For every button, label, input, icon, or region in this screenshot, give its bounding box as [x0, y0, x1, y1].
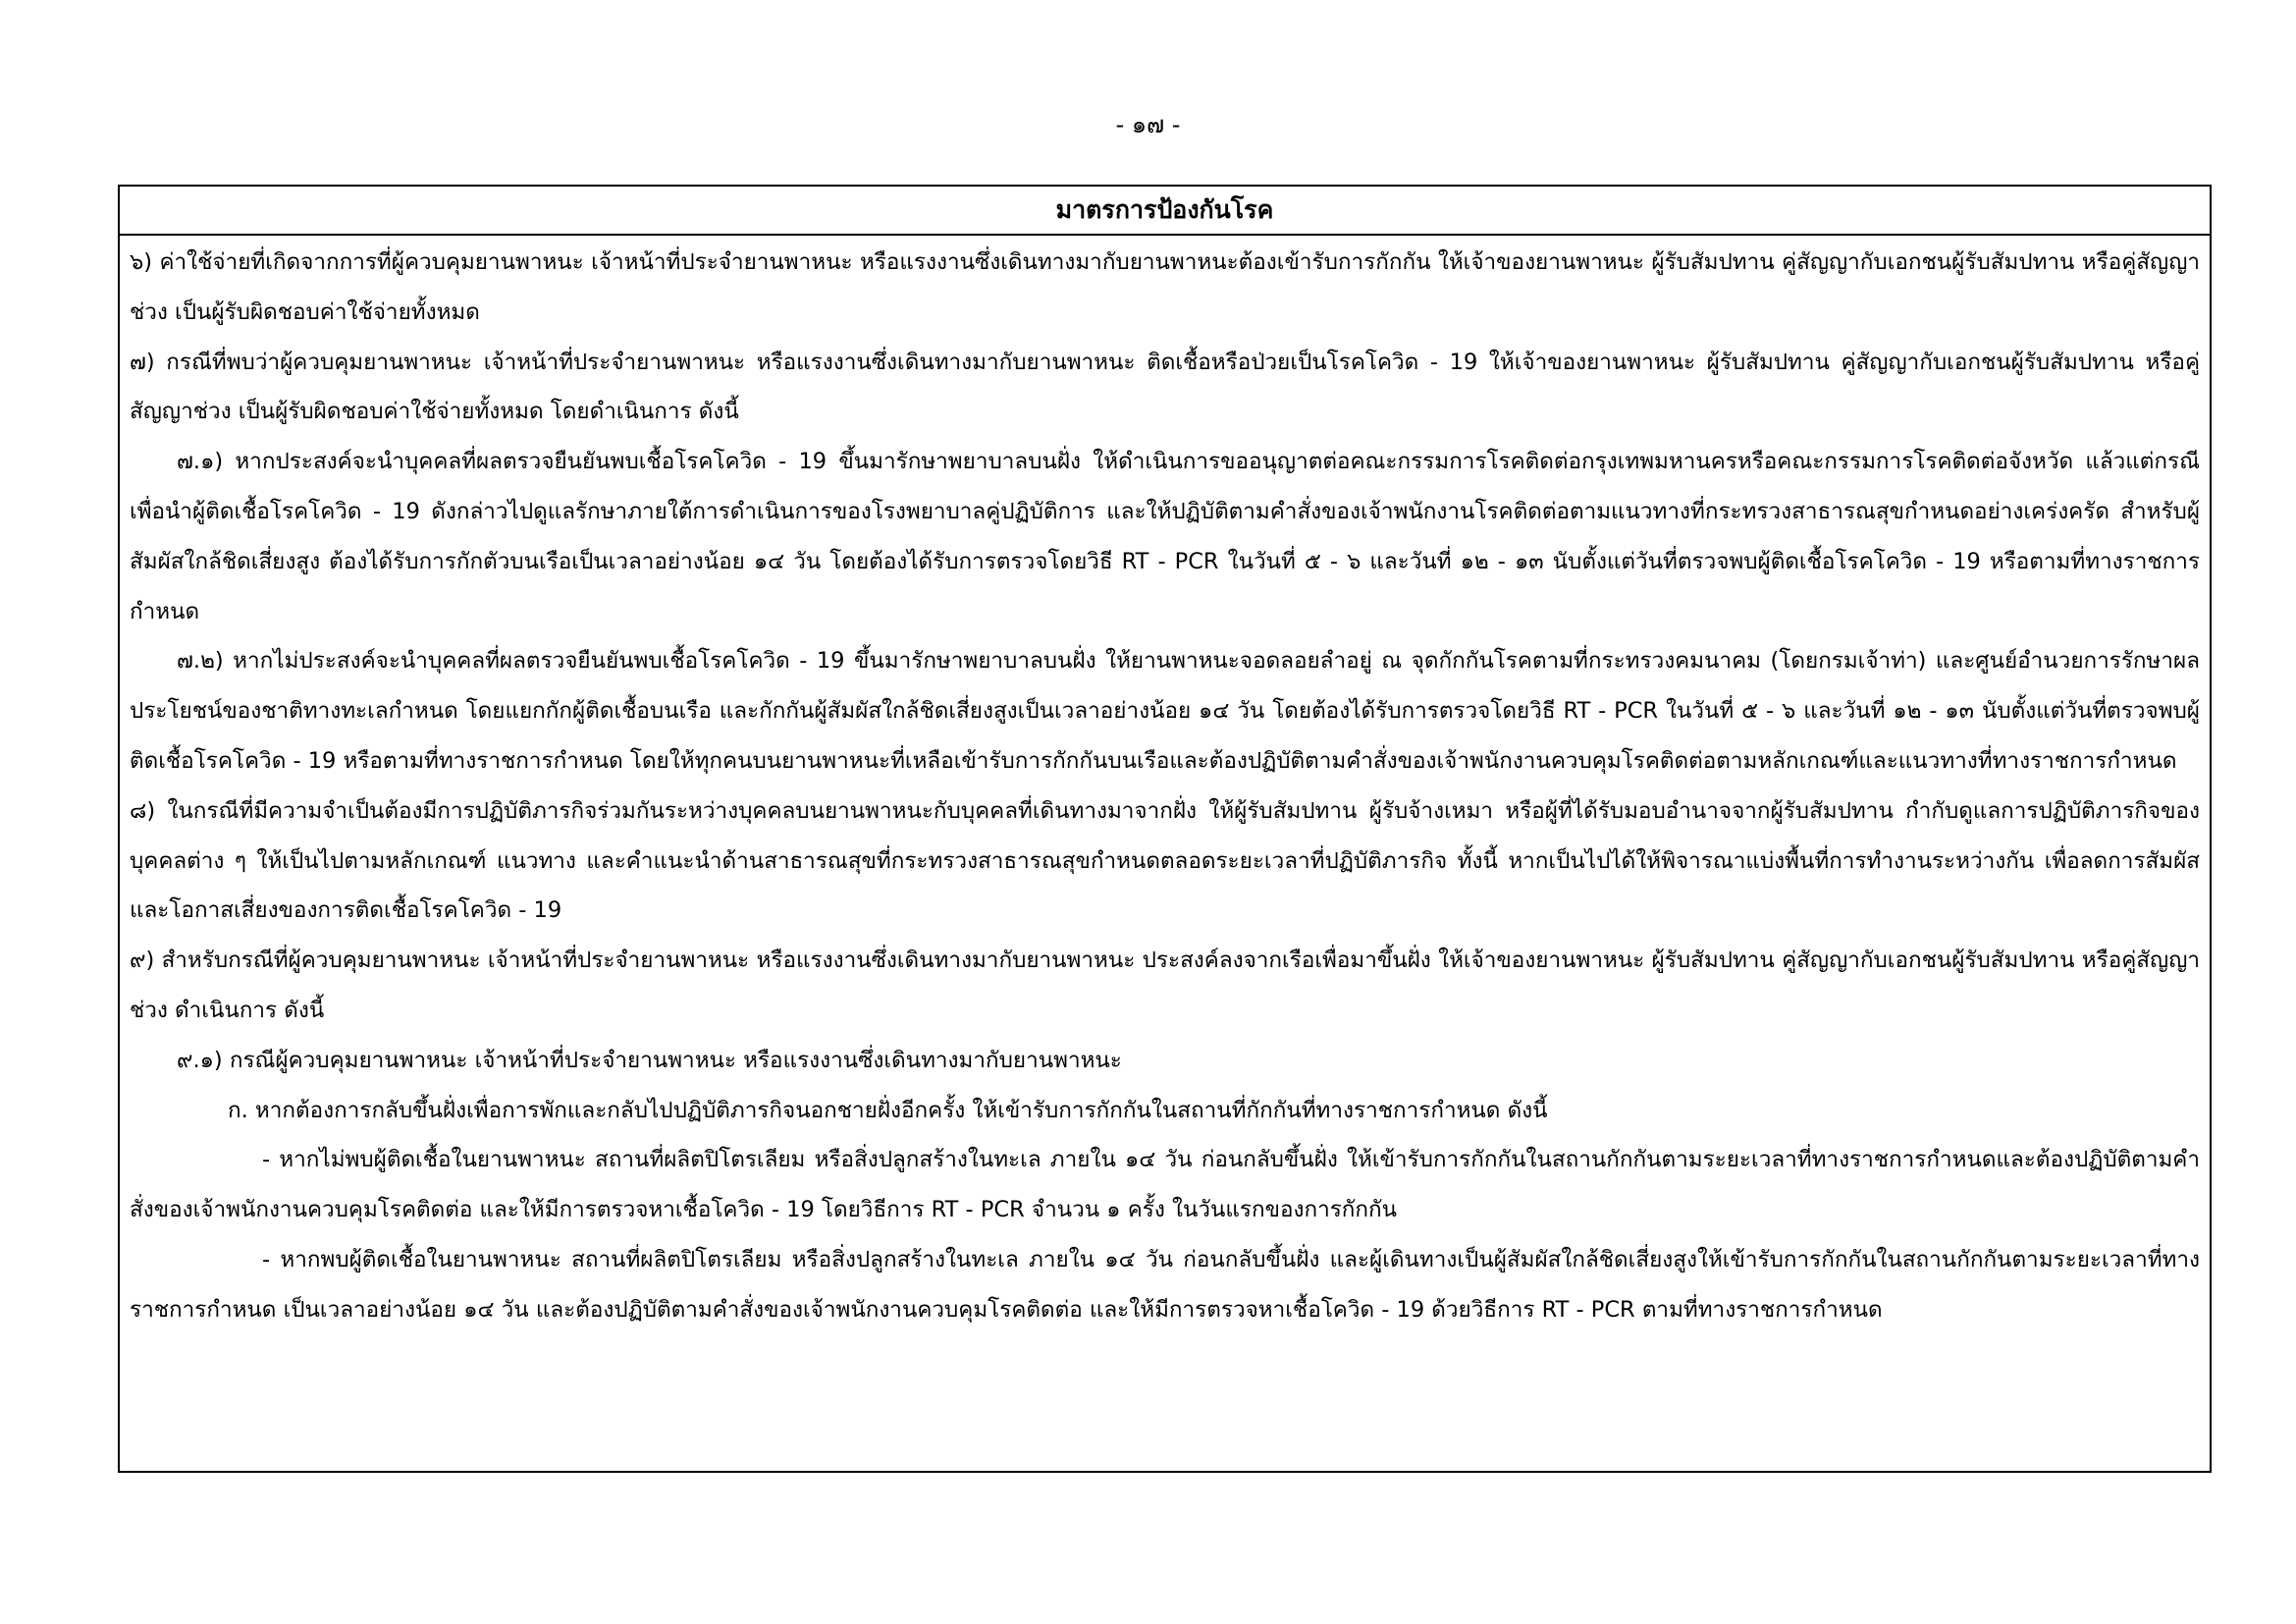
paragraph-7-2: ๗.๒) หากไม่ประสงค์จะนำบุคคลที่ผลตรวจยืนยันพบเชื้อโรคโควิด - 19 ขึ้นมารักษาพยาบาลบนฝั่ง ให้ยานพาหนะจอดลอยลำอยู่ ณ จุดกักกันโรคตามที่กระทรวงคมนาคม (โดยกรมเจ้าท่า) และศูนย์อำนวยการรักษาผลประโยชน์ของชาติทางทะเลกำหนด โดยแยกกักผู้ติดเชื้อบนเรือ และกักกันผู้สัมผัสใกล้ชิดเสี่ยงสูงเป็นเวลาอย่างน้อย ๑๔ วัน โดยต้องได้รับการตรวจโดยวิธี RT - PCR ในวันที่ ๕ - ๖ และวันที่ ๑๒ - ๑๓ นับตั้งแต่วันที่ตรวจพบผู้ติดเชื้อโรคโควิด - 19 หรือตามที่ทางราชการกำหนด โดยให้ทุกคนบนยานพาหนะที่เหลือเข้ารับการกักกันบนเรือและต้องปฏิบัติตามคำสั่งของเจ้าพนักงานควบคุมโรคติดต่อตามหลักเกณฑ์และแนวทางที่ทางราชการกำหนด — [130, 648, 2200, 774]
paragraph-9-1: ๙.๑) กรณีผู้ควบคุมยานพาหนะ เจ้าหน้าที่ประจำยานพาหนะ หรือแรงงานซึ่งเดินทางมากับยานพาหนะ — [177, 1047, 1122, 1073]
paragraph-9: ๙) สำหรับกรณีที่ผู้ควบคุมยานพาหนะ เจ้าหน้าที่ประจำยานพาหนะ หรือแรงงานซึ่งเดินทางมากับยานพาหนะ ประสงค์ลงจากเรือเพื่อมาขึ้นฝั่ง ให้เจ้าของยานพาหนะ ผู้รับสัมปทาน คู่สัญญากับเอกชนผู้รับสัมปทาน หรือคู่สัญญาช่วง ดำเนินการ ดังนี้ — [130, 947, 2200, 1023]
table-header: มาตรการป้องกันโรค — [120, 187, 2210, 236]
paragraph-7: ๗) กรณีที่พบว่าผู้ควบคุมยานพาหนะ เจ้าหน้าที่ประจำยานพาหนะ หรือแรงงานซึ่งเดินทางมากับยานพาหนะ ติดเชื้อหรือป่วยเป็นโรคโควิด - 19 ให้เจ้าของยานพาหนะ ผู้รับสัมปทาน คู่สัญญากับเอกชนผู้รับสัมปทาน หรือคู่สัญญาช่วง เป็นผู้รับผิดชอบค่าใช้จ่ายทั้งหมด โดยดำเนินการ ดังนี้ — [130, 349, 2200, 425]
paragraph-6: ๖) ค่าใช้จ่ายที่เกิดจากการที่ผู้ควบคุมยานพาหนะ เจ้าหน้าที่ประจำยานพาหนะ หรือแรงงานซึ่งเดินทางมากับยานพาหนะต้องเข้ารับการกักกัน ให้เจ้าของยานพาหนะ ผู้รับสัมปทาน คู่สัญญากับเอกชนผู้รับสัมปทาน หรือคู่สัญญาช่วง เป็นผู้รับผิดชอบค่าใช้จ่ายทั้งหมด — [130, 249, 2200, 325]
table-body — [120, 236, 2210, 1471]
bullet-no-infection: - หากไม่พบผู้ติดเชื้อในยานพาหนะ สถานที่ผลิตปิโตรเลียม หรือสิ่งปลูกสร้างในทะเล ภายใน ๑๔ วัน ก่อนกลับขึ้นฝั่ง ให้เข้ารับการกักกันในสถานกักกันตามระยะเวลาที่ทางราชการกำหนดและต้องปฏิบัติตามคำสั่งของเจ้าพนักงานควบคุมโรคติดต่อ และให้มีการตรวจหาเชื้อโควิด - 19 โดยวิธีการ RT - PCR จำนวน ๑ ครั้ง ในวันแรกของการกักกัน — [130, 1147, 2200, 1223]
paragraph-9-1-a: ก. หากต้องการกลับขึ้นฝั่งเพื่อการพักและกลับไปปฏิบัติภารกิจนอกชายฝั่งอีกครั้ง ให้เข้ารับการกักกันในสถานที่กักกันที่ทางราชการกำหนด ดังนี้ — [228, 1097, 1548, 1123]
page-number: - ๑๗ - — [1115, 111, 1181, 138]
bullet-infection-found: - หากพบผู้ติดเชื้อในยานพาหนะ สถานที่ผลิตปิโตรเลียม หรือสิ่งปลูกสร้างในทะเล ภายใน ๑๔ วัน ก่อนกลับขึ้นฝั่ง และผู้เดินทางเป็นผู้สัมผัสใกล้ชิดเสี่ยงสูงให้เข้ารับการกักกันในสถานกักกันตามระยะเวลาที่ทางราชการกำหนด เป็นเวลาอย่างน้อย ๑๔ วัน และต้องปฏิบัติตามคำสั่งของเจ้าพนักงานควบคุมโรคติดต่อ และให้มีการตรวจหาเชื้อโควิด - 19 ด้วยวิธีการ RT - PCR ตามที่ทางราชการกำหนด — [130, 1246, 2200, 1323]
measures-table — [118, 185, 2212, 1473]
paragraph-8: ๘) ในกรณีที่มีความจำเป็นต้องมีการปฏิบัติภารกิจร่วมกันระหว่างบุคคลบนยานพาหนะกับบุคคลที่เดินทางมาจากฝั่ง ให้ผู้รับสัมปทาน ผู้รับจ้างเหมา หรือผู้ที่ได้รับมอบอำนาจจากผู้รับสัมปทาน กำกับดูแลการปฏิบัติภารกิจของบุคคลต่าง ๆ ให้เป็นไปตามหลักเกณฑ์ แนวทาง และคำแนะนำด้านสาธารณสุขที่กระทรวงสาธารณสุขกำหนดตลอดระยะเวลาที่ปฏิบัติภารกิจ ทั้งนี้ หากเป็นไปได้ให้พิจารณาแบ่งพื้นที่การทำงานระหว่างกัน เพื่อลดการสัมผัสและโอกาสเสี่ยงของการติดเชื้อโรคโควิด - 19 — [130, 797, 2200, 924]
paragraph-7-1: ๗.๑) หากประสงค์จะนำบุคคลที่ผลตรวจยืนยันพบเชื้อโรคโควิด - 19 ขึ้นมารักษาพยาบาลบนฝั่ง ให้ดำเนินการขออนุญาตต่อคณะกรรมการโรคติดต่อกรุงเทพมหานครหรือคณะกรรมการโรคติดต่อจังหวัด แล้วแต่กรณี เพื่อนำผู้ติดเชื้อโรคโควิด - 19 ดังกล่าวไปดูแลรักษาภายใต้การดำเนินการของโรงพยาบาลคู่ปฏิบัติการ และให้ปฏิบัติตามคำสั่งของเจ้าพนักงานโรคติดต่อตามแนวทางที่กระทรวงสาธารณสุขกำหนดอย่างเคร่งครัด สำหรับผู้สัมผัสใกล้ชิดเสี่ยงสูง ต้องได้รับการกักตัวบนเรือเป็นเวลาอย่างน้อย ๑๔ วัน โดยต้องได้รับการตรวจโดยวิธี RT - PCR ในวันที่ ๕ - ๖ และวันที่ ๑๒ - ๑๓ นับตั้งแต่วันที่ตรวจพบผู้ติดเชื้อโรคโควิด - 19 หรือตามที่ทางราชการกำหนด — [130, 449, 2200, 624]
